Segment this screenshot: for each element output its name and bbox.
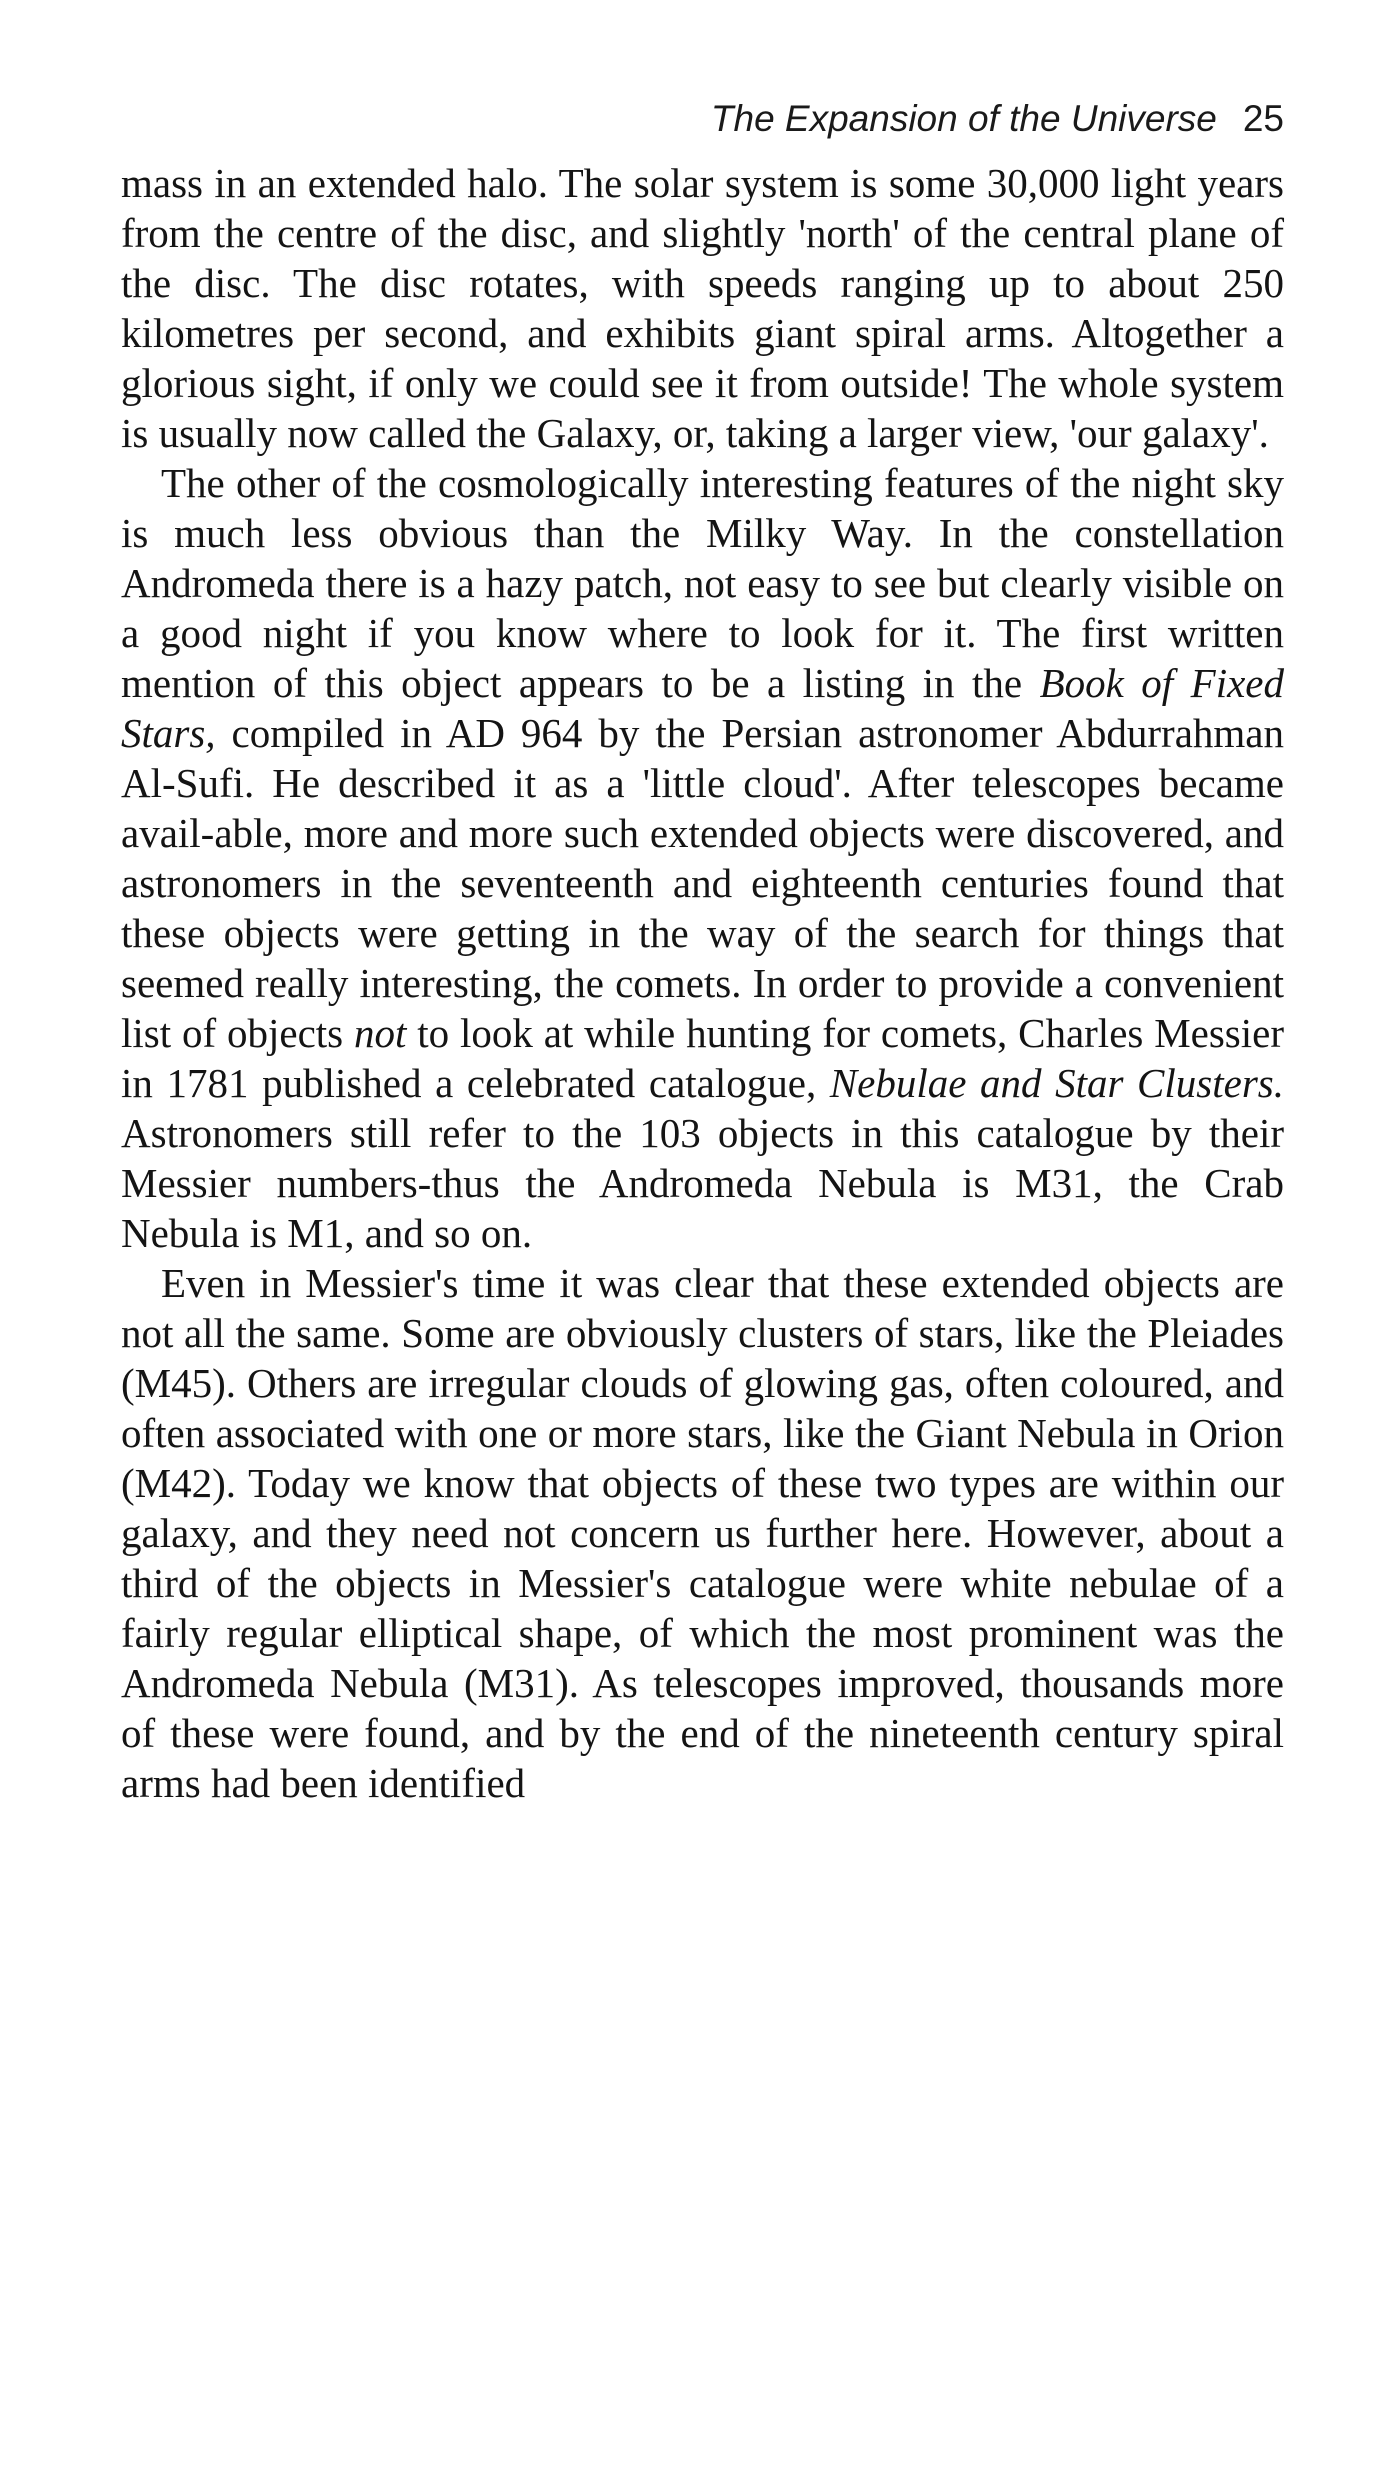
paragraph-3 [121, 1258, 1284, 1808]
running-head [121, 98, 1284, 158]
book-title-fixed-stars: Book of Fixed Stars, [121, 660, 1284, 756]
paragraph-1-text: mass in an extended halo. The solar system is some 30,000 light years from the centre of the disc, and slightly 'north' of the central plane of the disc. The disc rotates, with speeds ranging up to about 250 kilometres per second, and exhibits giant spiral arms. Altogether a glorious sight, if only we could see it from outside! The whole system is usually now called the Galaxy, or, taking a larger view, 'our galaxy'. [121, 160, 1284, 456]
page-number: 25 [1242, 98, 1284, 139]
paragraph-1 [121, 158, 1284, 458]
paragraph-3-text: Even in Messier's time it was clear that these extended objects are not all the same. Some are obviously clusters of stars, like the Pleiades (M45). Others are irregular clouds of glowing gas, often coloured, and often associated with one or more stars, like the Giant Nebula in Orion (M42). Today we know that objects of these two types are within our galaxy, and they need not concern us further here. However, about a third of the objects in Messier's catalogue were white nebulae of a fairly regular elliptical shape, of which the most prominent was the Andromeda Nebula (M31). As telescopes improved, thousands more of these were found, and by the end of the nineteenth century spiral arms had been identified [121, 1260, 1284, 1806]
book-title-nebulae: Nebulae and Star Clusters. [829, 1060, 1284, 1106]
chapter-title: The Expansion of the Universe [710, 98, 1217, 139]
paragraph-2-text-c: to look at while hunting for comets, Charles Messier in 1781 published a celebrated catalogue, [121, 1010, 1284, 1106]
body-text [121, 158, 1284, 1808]
paragraph-2-text-d: Astronomers still refer to the 103 objects in this catalogue by their Messier numbers-thus the Andromeda Nebula is M31, the Crab Nebula is M1, and so on. [121, 1110, 1284, 1256]
emphasis-not: not [353, 1010, 407, 1056]
paragraph-2 [121, 458, 1284, 1258]
book-page [121, 98, 1284, 1808]
paragraph-2-text-b: compiled in AD 964 by the Persian astronomer Abdurrahman Al-Sufi. He described it as a 'little cloud'. After telescopes became avail-able, more and more such extended objects were discovered, and astronomers in the seventeenth and eighteenth centuries found that these objects were getting in the way of the search for things that seemed really interesting, the comets. In order to provide a convenient list of objects [121, 710, 1284, 1056]
paragraph-2-text-a: The other of the cosmologically interesting features of the night sky is much less obvious than the Milky Way. In the constellation Andromeda there is a hazy patch, not easy to see but clearly visible on a good night if you know where to look for it. The first written mention of this object appears to be a listing in the [121, 460, 1284, 706]
